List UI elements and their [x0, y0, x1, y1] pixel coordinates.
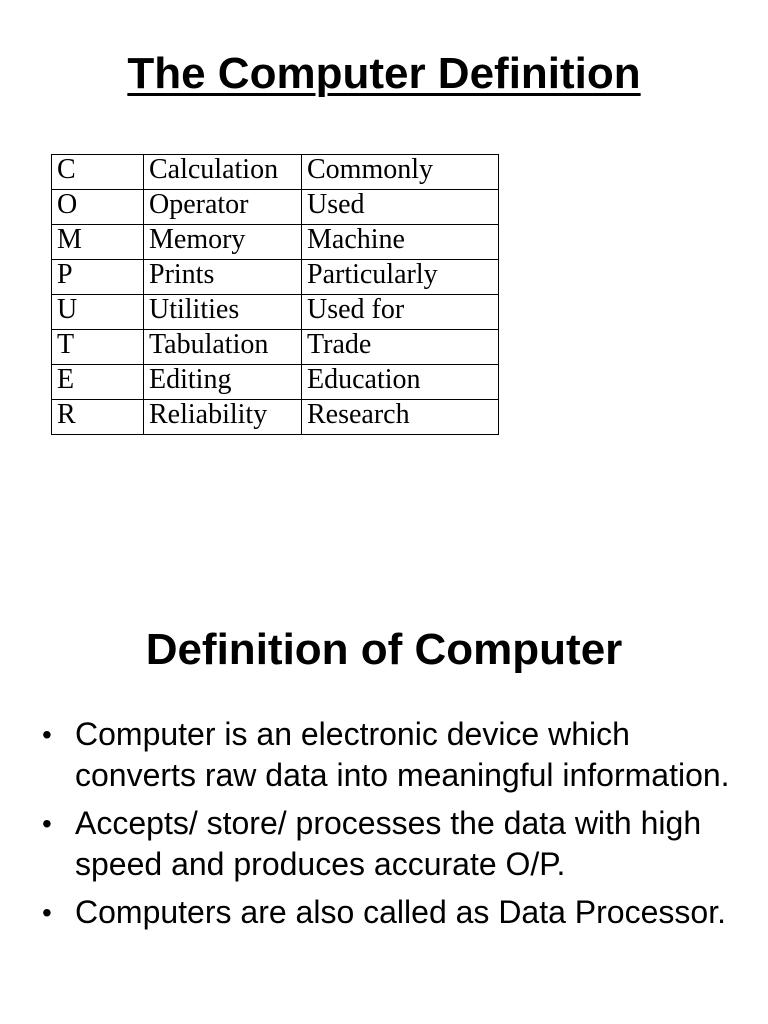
- table-cell-letter: O: [52, 190, 144, 225]
- table-cell-word: Prints: [144, 260, 302, 295]
- table-cell-word: Used: [302, 190, 499, 225]
- bullet-text: Computer is an electronic device which converts raw data into meaningful information.: [75, 716, 730, 793]
- table-cell-word: Research: [302, 400, 499, 435]
- bullet-icon: •: [42, 719, 52, 750]
- table-row: [52, 365, 499, 400]
- acronym-table: [51, 154, 499, 435]
- table-row: [52, 400, 499, 435]
- table-row: [52, 330, 499, 365]
- table-cell-word: Education: [302, 365, 499, 400]
- table-cell-word: Calculation: [144, 155, 302, 190]
- table-row: [52, 225, 499, 260]
- table-row: [52, 155, 499, 190]
- table-cell-word: Commonly: [302, 155, 499, 190]
- table-cell-letter: U: [52, 295, 144, 330]
- table-cell-letter: R: [52, 400, 144, 435]
- list-item: [40, 803, 740, 885]
- definition-heading: Definition of Computer: [145, 625, 623, 674]
- table-cell-word: Reliability: [144, 400, 302, 435]
- table-cell-word: Utilities: [144, 295, 302, 330]
- table-cell-word: Particularly: [302, 260, 499, 295]
- table-cell-word: Memory: [144, 225, 302, 260]
- bullet-icon: •: [42, 808, 52, 839]
- table-cell-word: Machine: [302, 225, 499, 260]
- slide-title: The Computer Definition: [127, 49, 641, 98]
- table-cell-word: Tabulation: [144, 330, 302, 365]
- list-item: [40, 892, 740, 933]
- table-cell-letter: P: [52, 260, 144, 295]
- table-cell-word: Editing: [144, 365, 302, 400]
- bullet-icon: •: [42, 897, 52, 928]
- table-cell-word: Trade: [302, 330, 499, 365]
- table-cell-word: Operator: [144, 190, 302, 225]
- table-row: [52, 295, 499, 330]
- bullet-text: Computers are also called as Data Processor.: [75, 894, 726, 930]
- table-cell-letter: M: [52, 225, 144, 260]
- definition-bullet-list: [40, 714, 740, 940]
- bullet-text: Accepts/ store/ processes the data with high speed and produces accurate O/P.: [75, 805, 702, 882]
- table-cell-letter: C: [52, 155, 144, 190]
- table-cell-word: Used for: [302, 295, 499, 330]
- table-row: [52, 190, 499, 225]
- table-row: [52, 260, 499, 295]
- list-item: [40, 714, 740, 796]
- table-cell-letter: E: [52, 365, 144, 400]
- table-cell-letter: T: [52, 330, 144, 365]
